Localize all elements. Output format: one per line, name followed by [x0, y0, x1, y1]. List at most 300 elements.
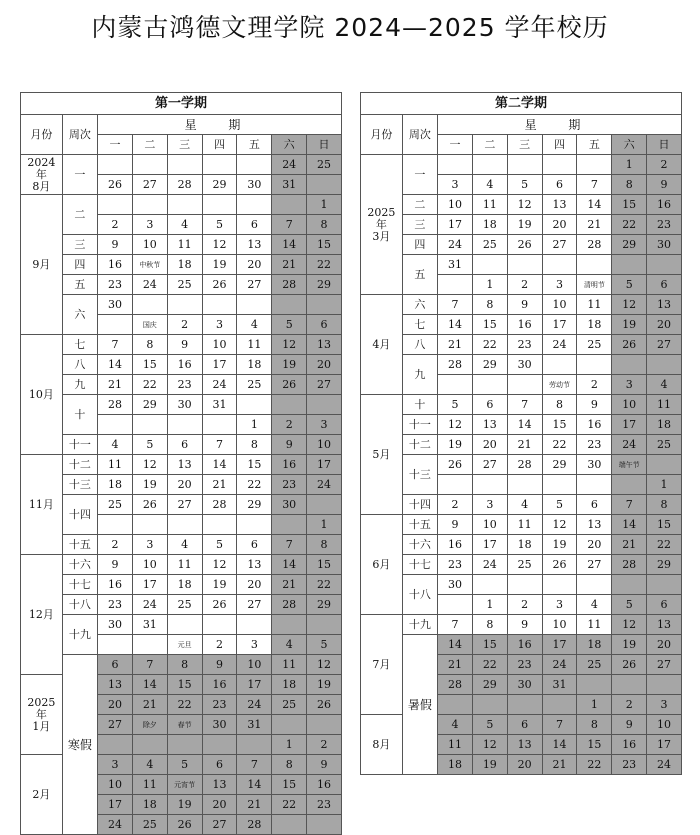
day-cell — [237, 195, 272, 215]
day-cell — [272, 595, 307, 615]
day-number: 8 — [486, 297, 494, 311]
day-cell — [202, 415, 237, 435]
day-number: 22 — [177, 697, 192, 711]
calendar-week-row — [361, 195, 682, 215]
day-number: 5 — [216, 217, 223, 231]
day-cell — [98, 275, 133, 295]
week-number: 八 — [402, 335, 437, 355]
week-number: 二 — [402, 195, 437, 215]
day-cell — [507, 195, 542, 215]
holiday-name: 元旦 — [177, 641, 192, 649]
day-cell — [307, 715, 342, 735]
day-cell — [438, 735, 473, 755]
day-cell — [507, 695, 542, 715]
calendar-week-row — [21, 495, 342, 515]
day-cell — [577, 155, 612, 175]
semester-2-table — [360, 92, 682, 775]
calendar-week-row — [361, 355, 682, 375]
day-number: 2 — [521, 277, 529, 291]
day-cell — [132, 655, 167, 675]
day-number: 19 — [447, 437, 462, 451]
day-number: 9 — [320, 757, 328, 771]
day-number: 25 — [282, 697, 297, 711]
day-cell — [612, 375, 647, 395]
day-cell — [472, 255, 507, 275]
day-number: 10 — [142, 557, 157, 571]
day-number: 21 — [212, 477, 227, 491]
calendar-week-row — [21, 375, 342, 395]
day-number: 12 — [212, 237, 227, 251]
day-cell — [612, 355, 647, 375]
day-cell — [577, 495, 612, 515]
day-number: 23 — [212, 697, 227, 711]
day-number: 31 — [142, 617, 157, 631]
day-cell — [647, 715, 682, 735]
day-number: 26 — [552, 557, 567, 571]
day-cell — [98, 595, 133, 615]
day-number: 28 — [447, 677, 462, 691]
day-cell — [167, 815, 202, 835]
day-cell — [507, 295, 542, 315]
day-number: 12 — [317, 657, 332, 671]
day-number: 5 — [625, 277, 633, 291]
day-cell — [132, 635, 167, 655]
semester-title: 第二学期 — [361, 93, 682, 115]
day-cell — [612, 735, 647, 755]
day-number: 18 — [447, 757, 462, 771]
month-label: 12月 — [21, 555, 63, 675]
day-cell — [577, 555, 612, 575]
week-number: 一 — [62, 155, 97, 195]
day-number: 15 — [587, 737, 602, 751]
day-number: 23 — [317, 797, 332, 811]
day-number: 11 — [142, 777, 157, 791]
day-cell — [167, 195, 202, 215]
day-cell — [98, 315, 133, 335]
day-cell — [272, 555, 307, 575]
day-cell — [307, 475, 342, 495]
day-cell — [577, 675, 612, 695]
month-label: 2024 年 8月 — [21, 155, 63, 195]
day-number: 19 — [517, 217, 532, 231]
day-cell — [167, 355, 202, 375]
day-number: 21 — [622, 537, 637, 551]
day-cell — [438, 655, 473, 675]
day-number: 16 — [212, 677, 227, 691]
day-number: 20 — [552, 217, 567, 231]
day-number: 26 — [142, 497, 157, 511]
day-cell — [132, 515, 167, 535]
day-cell — [272, 355, 307, 375]
day-cell — [612, 195, 647, 215]
day-cell — [132, 195, 167, 215]
day-cell — [307, 355, 342, 375]
day-cell — [167, 275, 202, 295]
day-number: 18 — [587, 637, 602, 651]
day-cell — [542, 755, 577, 775]
day-number: 18 — [482, 217, 497, 231]
day-number: 12 — [447, 417, 462, 431]
day-number: 20 — [247, 257, 262, 271]
day-number: 19 — [282, 357, 297, 371]
day-number: 26 — [107, 177, 122, 191]
day-cell — [612, 475, 647, 495]
day-cell — [307, 755, 342, 775]
semester-2-calendar — [360, 92, 682, 775]
holiday-name: 中秋节 — [139, 261, 161, 269]
day-cell — [167, 535, 202, 555]
day-cell — [202, 215, 237, 235]
day-number: 24 — [552, 657, 567, 671]
day-number: 15 — [142, 357, 157, 371]
day-cell — [202, 815, 237, 835]
day-cell — [202, 275, 237, 295]
day-number: 18 — [282, 677, 297, 691]
semester-title: 第一学期 — [21, 93, 342, 115]
day-number: 4 — [181, 537, 189, 551]
day-cell — [472, 395, 507, 415]
day-cell — [577, 175, 612, 195]
day-number: 25 — [107, 497, 122, 511]
day-cell — [507, 575, 542, 595]
day-number: 19 — [317, 677, 332, 691]
day-number: 17 — [212, 357, 227, 371]
day-cell — [472, 375, 507, 395]
day-number: 14 — [282, 557, 297, 571]
holiday-cell — [167, 635, 202, 655]
day-number: 21 — [142, 697, 157, 711]
weekday-header: 五 — [577, 135, 612, 155]
day-number: 26 — [447, 457, 462, 471]
day-cell — [612, 595, 647, 615]
day-cell — [542, 495, 577, 515]
day-cell — [577, 615, 612, 635]
day-cell — [98, 175, 133, 195]
day-cell — [167, 495, 202, 515]
day-number: 8 — [625, 177, 633, 191]
day-number: 30 — [517, 677, 532, 691]
day-number: 15 — [622, 197, 637, 211]
day-number: 18 — [107, 477, 122, 491]
day-cell — [438, 495, 473, 515]
week-number: 十六 — [62, 555, 97, 575]
day-cell — [98, 295, 133, 315]
day-cell — [167, 735, 202, 755]
day-cell — [507, 475, 542, 495]
day-number: 13 — [177, 457, 192, 471]
day-cell — [98, 795, 133, 815]
day-cell — [507, 755, 542, 775]
day-cell — [612, 555, 647, 575]
day-cell — [472, 675, 507, 695]
day-number: 20 — [212, 797, 227, 811]
day-number: 26 — [317, 697, 332, 711]
day-cell — [98, 195, 133, 215]
day-number: 10 — [212, 337, 227, 351]
day-cell — [98, 535, 133, 555]
calendar-week-row — [361, 495, 682, 515]
day-cell — [647, 575, 682, 595]
day-cell — [507, 275, 542, 295]
day-number: 17 — [552, 317, 567, 331]
day-number: 7 — [625, 497, 633, 511]
day-cell — [577, 255, 612, 275]
day-cell — [202, 295, 237, 315]
day-cell — [132, 215, 167, 235]
day-cell — [577, 335, 612, 355]
day-cell — [472, 195, 507, 215]
day-cell — [438, 195, 473, 215]
day-cell — [438, 275, 473, 295]
day-number: 25 — [587, 657, 602, 671]
day-cell — [542, 275, 577, 295]
day-number: 15 — [552, 417, 567, 431]
day-cell — [438, 675, 473, 695]
day-number: 27 — [247, 597, 262, 611]
day-number: 30 — [517, 357, 532, 371]
day-cell — [542, 155, 577, 175]
day-number: 17 — [142, 577, 157, 591]
day-number: 21 — [107, 377, 122, 391]
page-title: 内蒙古鸿德文理学院 2024—2025 学年校历 — [91, 13, 609, 42]
day-cell — [507, 495, 542, 515]
calendar-week-row — [21, 195, 342, 215]
day-number: 9 — [660, 177, 668, 191]
day-cell — [577, 435, 612, 455]
day-number: 4 — [590, 597, 598, 611]
day-cell — [438, 615, 473, 635]
holiday-name: 端午节 — [618, 461, 640, 469]
day-number: 2 — [320, 737, 328, 751]
day-number: 27 — [657, 657, 672, 671]
day-cell — [542, 715, 577, 735]
day-number: 22 — [482, 657, 497, 671]
day-number: 19 — [142, 477, 157, 491]
day-cell — [472, 515, 507, 535]
week-number: 十二 — [62, 455, 97, 475]
day-cell — [612, 575, 647, 595]
day-cell — [132, 735, 167, 755]
week-number: 十八 — [402, 575, 437, 615]
day-cell — [647, 515, 682, 535]
day-number: 3 — [216, 317, 223, 331]
day-cell — [202, 555, 237, 575]
day-number: 4 — [521, 497, 529, 511]
day-number: 11 — [247, 337, 262, 351]
day-number: 29 — [247, 497, 262, 511]
day-cell — [237, 555, 272, 575]
day-cell — [542, 615, 577, 635]
day-cell — [202, 475, 237, 495]
day-number: 14 — [142, 677, 157, 691]
day-number: 7 — [285, 217, 293, 231]
day-cell — [438, 535, 473, 555]
day-number: 18 — [247, 357, 262, 371]
day-number: 22 — [552, 437, 567, 451]
day-number: 13 — [247, 237, 262, 251]
week-number: 十四 — [402, 495, 437, 515]
day-cell — [472, 695, 507, 715]
day-number: 16 — [622, 737, 637, 751]
vacation-label: 暑假 — [402, 635, 437, 775]
day-number: 14 — [517, 417, 532, 431]
day-cell — [98, 235, 133, 255]
weekday-header: 三 — [167, 135, 202, 155]
day-number: 30 — [657, 237, 672, 251]
day-cell — [647, 375, 682, 395]
day-cell — [647, 475, 682, 495]
day-cell — [272, 435, 307, 455]
day-cell — [272, 475, 307, 495]
day-cell — [612, 615, 647, 635]
holiday-cell — [132, 715, 167, 735]
day-number: 15 — [657, 517, 672, 531]
day-number: 14 — [587, 197, 602, 211]
day-cell — [577, 635, 612, 655]
day-cell — [307, 655, 342, 675]
day-cell — [202, 495, 237, 515]
day-cell — [167, 375, 202, 395]
day-cell — [132, 475, 167, 495]
week-column-header: 周次 — [62, 115, 97, 155]
day-cell — [237, 755, 272, 775]
day-cell — [647, 355, 682, 375]
day-cell — [542, 555, 577, 575]
day-cell — [472, 475, 507, 495]
calendar-week-row — [21, 475, 342, 495]
day-number: 28 — [212, 497, 227, 511]
day-number: 5 — [146, 437, 154, 451]
day-cell — [542, 475, 577, 495]
day-cell — [438, 175, 473, 195]
day-cell — [612, 275, 647, 295]
day-number: 22 — [657, 537, 672, 551]
holiday-cell — [542, 375, 577, 395]
day-number: 19 — [552, 537, 567, 551]
day-cell — [132, 495, 167, 515]
day-number: 1 — [590, 697, 598, 711]
day-cell — [237, 675, 272, 695]
day-cell — [507, 535, 542, 555]
day-number: 11 — [447, 737, 462, 751]
day-cell — [647, 195, 682, 215]
day-cell — [507, 235, 542, 255]
day-number: 26 — [622, 337, 637, 351]
week-number: 二 — [62, 195, 97, 235]
day-number: 23 — [282, 477, 297, 491]
day-cell — [167, 335, 202, 355]
day-cell — [647, 315, 682, 335]
day-number: 3 — [111, 757, 119, 771]
day-cell — [438, 575, 473, 595]
day-cell — [202, 795, 237, 815]
day-cell — [577, 655, 612, 675]
day-cell — [438, 395, 473, 415]
day-cell — [612, 675, 647, 695]
day-number: 11 — [657, 397, 672, 411]
day-number: 11 — [587, 297, 602, 311]
day-number: 28 — [517, 457, 532, 471]
day-number: 29 — [317, 597, 332, 611]
week-number: 十 — [402, 395, 437, 415]
day-cell — [272, 315, 307, 335]
day-number: 21 — [517, 437, 532, 451]
day-cell — [237, 235, 272, 255]
day-cell — [438, 375, 473, 395]
day-cell — [307, 215, 342, 235]
day-number: 21 — [282, 577, 297, 591]
day-cell — [472, 595, 507, 615]
day-number: 11 — [177, 557, 192, 571]
semester-header-row — [361, 93, 682, 115]
day-number: 6 — [111, 657, 119, 671]
day-cell — [237, 495, 272, 515]
day-cell — [438, 235, 473, 255]
day-cell — [577, 395, 612, 415]
day-number: 5 — [320, 637, 328, 651]
day-cell — [438, 755, 473, 775]
day-number: 30 — [247, 177, 262, 191]
day-number: 22 — [142, 377, 157, 391]
day-cell — [307, 195, 342, 215]
day-number: 6 — [660, 277, 668, 291]
day-number: 23 — [587, 437, 602, 451]
calendar-week-row — [21, 455, 342, 475]
day-cell — [542, 695, 577, 715]
day-cell — [202, 675, 237, 695]
day-cell — [438, 635, 473, 655]
day-cell — [237, 735, 272, 755]
calendar-week-row — [361, 255, 682, 275]
day-cell — [307, 495, 342, 515]
day-cell — [237, 775, 272, 795]
day-number: 20 — [247, 577, 262, 591]
day-cell — [237, 655, 272, 675]
day-number: 31 — [282, 177, 297, 191]
day-cell — [647, 175, 682, 195]
day-cell — [472, 535, 507, 555]
day-number: 30 — [282, 497, 297, 511]
day-number: 5 — [181, 757, 189, 771]
day-number: 26 — [212, 277, 227, 291]
weekday-header: 五 — [237, 135, 272, 155]
day-number: 8 — [556, 397, 563, 411]
day-cell — [542, 215, 577, 235]
day-cell — [202, 435, 237, 455]
day-cell — [167, 515, 202, 535]
day-number: 9 — [111, 237, 119, 251]
day-cell — [237, 415, 272, 435]
day-number: 28 — [587, 237, 602, 251]
day-cell — [612, 395, 647, 415]
day-cell — [98, 455, 133, 475]
day-cell — [577, 535, 612, 555]
day-cell — [647, 615, 682, 635]
day-cell — [237, 715, 272, 735]
day-cell — [647, 275, 682, 295]
day-cell — [542, 195, 577, 215]
day-number: 12 — [142, 457, 157, 471]
day-cell — [272, 235, 307, 255]
day-number: 4 — [486, 177, 494, 191]
holiday-name: 清明节 — [583, 281, 605, 289]
day-number: 10 — [552, 617, 567, 631]
day-cell — [98, 335, 133, 355]
day-cell — [612, 235, 647, 255]
day-number: 16 — [107, 257, 122, 271]
day-number: 9 — [451, 517, 459, 531]
day-cell — [612, 495, 647, 515]
